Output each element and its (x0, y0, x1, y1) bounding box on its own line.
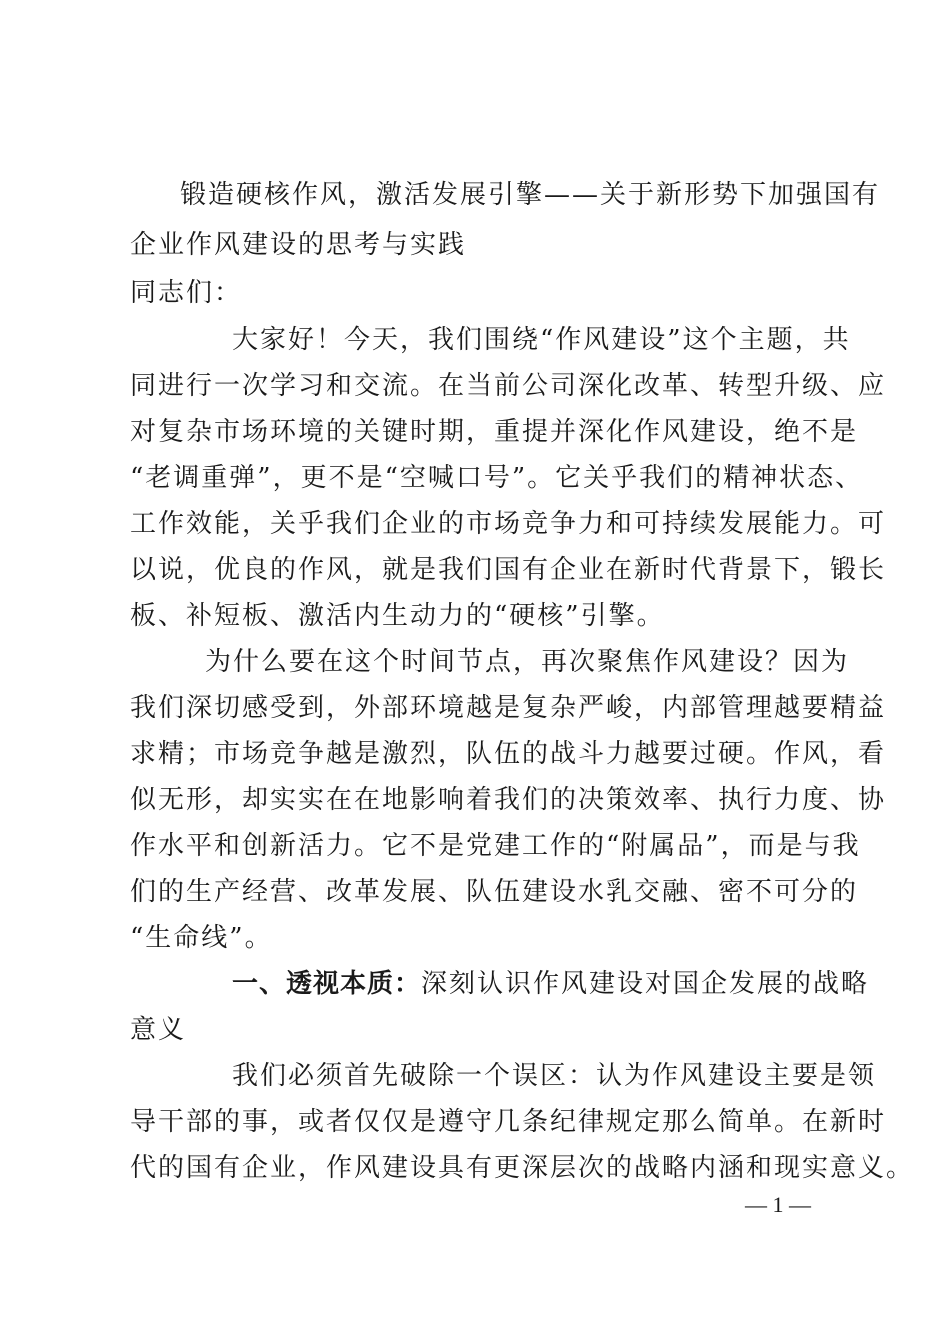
paragraph-2-line: 我们深切感受到，外部环境越是复杂严峻，内部管理越要精益 (130, 693, 887, 723)
paragraph-3-line: 代的国有企业，作风建设具有更深层次的战略内涵和现实意义。 (130, 1153, 915, 1183)
section-1-heading-label: 一、透视本质： (232, 969, 422, 999)
paragraph-2-line: 似无形，却实实在在地影响着我们的决策效率、执行力度、协 (130, 785, 887, 815)
paragraph-1-line: 工作效能，关乎我们企业的市场竞争力和可持续发展能力。可 (130, 509, 887, 539)
paragraph-1-line: 板、补短板、激活内生动力的“硬核”引擎。 (130, 601, 665, 631)
page-number: — 1 — (745, 1192, 811, 1217)
paragraph-2-line: 为什么要在这个时间节点，再次聚焦作风建设？因为 (205, 647, 850, 677)
document-title-line-2: 企业作风建设的思考与实践 (130, 230, 467, 260)
section-1-heading-text: 深刻认识作风建设对国企发展的战略 (421, 969, 870, 999)
paragraph-1-line: “老调重弹”，更不是“空喊口号”。它关乎我们的精神状态、 (130, 463, 864, 493)
paragraph-2-line: 求精；市场竞争越是激烈，队伍的战斗力越要过硬。作风，看 (130, 739, 887, 769)
paragraph-1-line: 同进行一次学习和交流。在当前公司深化改革、转型升级、应 (130, 371, 887, 401)
paragraph-3-line: 我们必须首先破除一个误区：认为作风建设主要是领 (232, 1061, 877, 1091)
section-1-heading-line-2: 意义 (130, 1015, 187, 1045)
paragraph-1-line: 大家好！今天，我们围绕“作风建设”这个主题，共 (232, 325, 851, 355)
paragraph-3-line: 导干部的事，或者仅仅是遵守几条纪律规定那么简单。在新时 (130, 1107, 887, 1137)
paragraph-2-line: 们的生产经营、改革发展、队伍建设水乳交融、密不可分的 (130, 877, 859, 907)
paragraph-1-line: 以说，优良的作风，就是我们国有企业在新时代背景下，锻长 (130, 555, 887, 585)
document-title-line-1: 锻造硬核作风，激活发展引擎——关于新形势下加强国有 (180, 180, 881, 210)
salutation: 同志们： (130, 278, 243, 308)
paragraph-2-line: 作水平和创新活力。它不是党建工作的“附属品”，而是与我 (130, 831, 861, 861)
section-1-heading (232, 967, 932, 1001)
paragraph-1-line: 对复杂市场环境的关键时期，重提并深化作风建设，绝不是 (130, 417, 859, 447)
paragraph-2-line: “生命线”。 (130, 923, 273, 953)
